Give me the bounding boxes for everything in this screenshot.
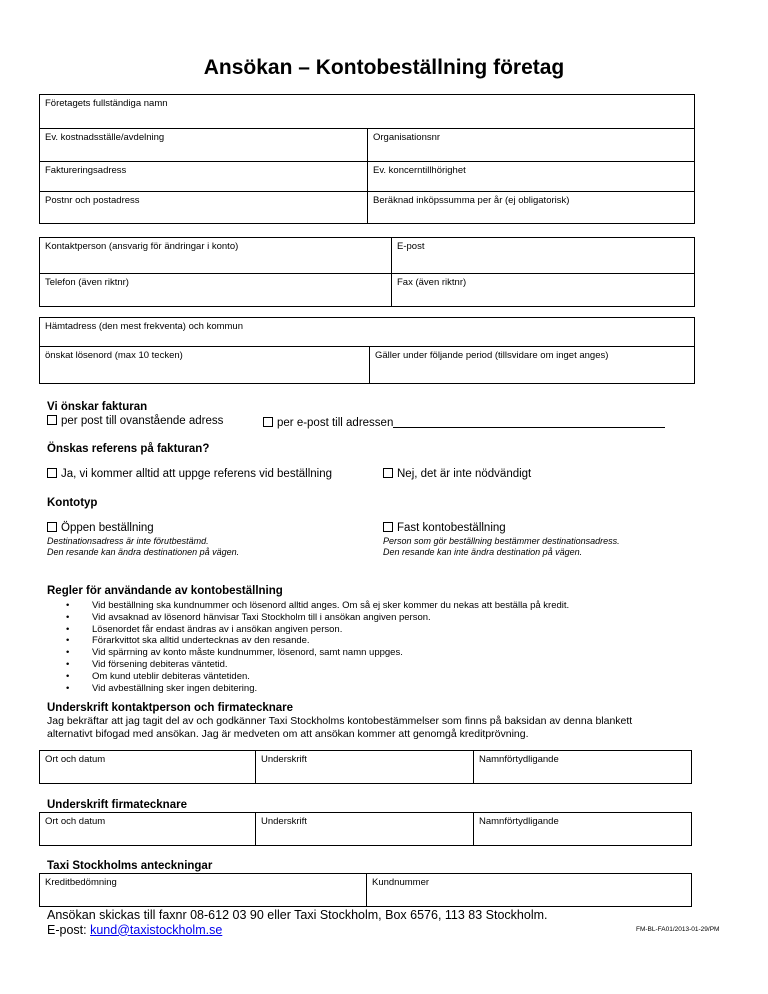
purchase-estimate-field[interactable]: [367, 192, 694, 223]
postal-field[interactable]: [40, 192, 367, 223]
company-name-label: Företagets fullständiga namn: [45, 98, 168, 109]
cost-center-label: Ev. kostnadsställe/avdelning: [45, 132, 165, 143]
invoice-heading: Vi önskar fakturan: [47, 401, 148, 413]
pickup-address-label: Hämtadress (den mest frekventa) och kommun: [45, 321, 243, 332]
reference-no-option[interactable]: Nej, det är inte nödvändigt: [383, 468, 531, 480]
password-label: önskat lösenord (max 10 tecken): [45, 350, 183, 361]
cost-center-field[interactable]: [40, 129, 367, 161]
rules-heading: Regler för användande av kontobeställning: [47, 585, 283, 597]
org-number-label: Organisationsnr: [373, 132, 441, 143]
account-type-heading: Kontotyp: [47, 497, 98, 509]
contact-person-label: Kontaktperson (ansvarig för ändringar i konto): [45, 241, 239, 252]
name-clarification-field[interactable]: Namnförtydligande: [473, 813, 691, 845]
org-number-field[interactable]: [367, 129, 694, 161]
fixed-order-option[interactable]: Fast kontobeställning: [383, 522, 506, 534]
phone-field[interactable]: [40, 274, 391, 307]
phone-label: Telefon (även riktnr): [45, 277, 129, 288]
signature-signatory-heading: Underskrift firmatecknare: [47, 799, 187, 811]
billing-address-label: Faktureringsadress: [45, 165, 127, 176]
consent-text: Jag bekräftar att jag tagit del av och godkänner Taxi Stockholms kontobestämmelser som finns på baksidan av denna blankett alternativt bifogad med ansökan. Jag är medveten om att ansökan kommer att genomgå kreditprövning.: [47, 715, 633, 740]
list-item: • Lösenordet får endast ändras av i ansökan angiven person.: [66, 624, 569, 636]
period-label: Gäller under följande period (tillsvidare om inget anges): [375, 350, 609, 361]
signature-signatory-grid: [39, 812, 692, 846]
credit-assessment-field[interactable]: Kreditbedömning: [45, 877, 117, 888]
pickup-grid: [39, 317, 695, 384]
email-label: E-post: [397, 241, 425, 252]
group-affiliation-label: Ev. koncerntillhörighet: [373, 165, 466, 176]
email-field[interactable]: [391, 238, 694, 273]
list-item: • Vid försening debiteras väntetid.: [66, 659, 569, 671]
footer: [47, 908, 548, 937]
billing-address-field[interactable]: [40, 162, 367, 191]
name-clarification-field[interactable]: Namnförtydligande: [473, 751, 691, 783]
checkbox-icon[interactable]: [383, 468, 393, 478]
form-code: FM-BL-FA01/2013-01-29/PM: [636, 926, 720, 933]
email-link[interactable]: kund@taxistockholm.se: [90, 922, 223, 937]
checkbox-icon[interactable]: [383, 522, 393, 532]
place-date-field[interactable]: Ort och datum: [45, 754, 106, 765]
signature-contact-grid: [39, 750, 692, 784]
signature-field[interactable]: Underskrift: [255, 813, 473, 845]
notes-grid: [39, 873, 692, 907]
fax-label: Fax (även riktnr): [397, 277, 467, 288]
list-item: • Vid beställning ska kundnummer och lösenord alltid anges. Om så ej sker kommer du nekas att beställa på kredit.: [66, 600, 569, 612]
invoice-email-option[interactable]: per e-post till adressen: [263, 415, 665, 429]
footer-email-line: E-post: kund@taxistockholm.se: [47, 922, 223, 937]
notes-heading: Taxi Stockholms anteckningar: [47, 860, 213, 872]
contact-grid: [39, 237, 695, 307]
signature-contact-heading: Underskrift kontaktperson och firmatecknare: [47, 702, 294, 714]
postal-label: Postnr och postadress: [45, 195, 140, 206]
checkbox-icon[interactable]: [47, 522, 57, 532]
checkbox-icon[interactable]: [47, 468, 57, 478]
list-item: • Om kund uteblir debiteras väntetiden.: [66, 671, 569, 683]
email-address-line[interactable]: [393, 415, 665, 428]
company-grid: [39, 94, 695, 224]
reference-yes-option[interactable]: Ja, vi kommer alltid att uppge referens vid beställning: [47, 468, 332, 480]
group-affiliation-field[interactable]: [367, 162, 694, 191]
company-name-field[interactable]: [40, 95, 694, 128]
fixed-order-description: Person som gör beställning bestämmer destinationsadress. Den resande kan inte ändra destination på vägen.: [383, 536, 620, 557]
purchase-estimate-label: Beräknad inköpssumma per år (ej obligatorisk): [373, 195, 570, 206]
pickup-address-field[interactable]: [40, 318, 694, 346]
fax-field[interactable]: [391, 274, 694, 307]
rules-list: [66, 600, 569, 694]
list-item: • Vid spärrning av konto måste kundnummer, lösenord, samt namn uppges.: [66, 647, 569, 659]
page-title: Ansökan – Kontobeställning företag: [203, 56, 565, 79]
checkbox-icon[interactable]: [47, 415, 57, 425]
open-order-option[interactable]: Öppen beställning: [47, 522, 154, 534]
contact-person-field[interactable]: [40, 238, 391, 273]
period-field[interactable]: [369, 347, 694, 384]
list-item: • Vid avbeställning sker ingen debitering.: [66, 683, 569, 695]
list-item: • Vid avsaknad av lösenord hänvisar Taxi Stockholm till i ansökan angiven person.: [66, 612, 569, 624]
password-field[interactable]: [40, 347, 369, 384]
footer-address: Ansökan skickas till faxnr 08-612 03 90 eller Taxi Stockholm, Box 6576, 113 83 Stockholm.: [47, 908, 548, 922]
invoice-post-option[interactable]: per post till ovanstående adress: [47, 415, 223, 427]
list-item: • Förarkvittot ska alltid undertecknas av den resande.: [66, 635, 569, 647]
reference-heading: Önskas referens på fakturan?: [47, 443, 210, 455]
open-order-description: Destinationsadress är inte förutbestämd. Den resande kan ändra destinationen på vägen.: [47, 536, 240, 557]
place-date-field[interactable]: Ort och datum: [45, 816, 106, 827]
checkbox-icon[interactable]: [263, 417, 273, 427]
signature-field[interactable]: Underskrift: [255, 751, 473, 783]
customer-number-field[interactable]: Kundnummer: [366, 874, 691, 906]
